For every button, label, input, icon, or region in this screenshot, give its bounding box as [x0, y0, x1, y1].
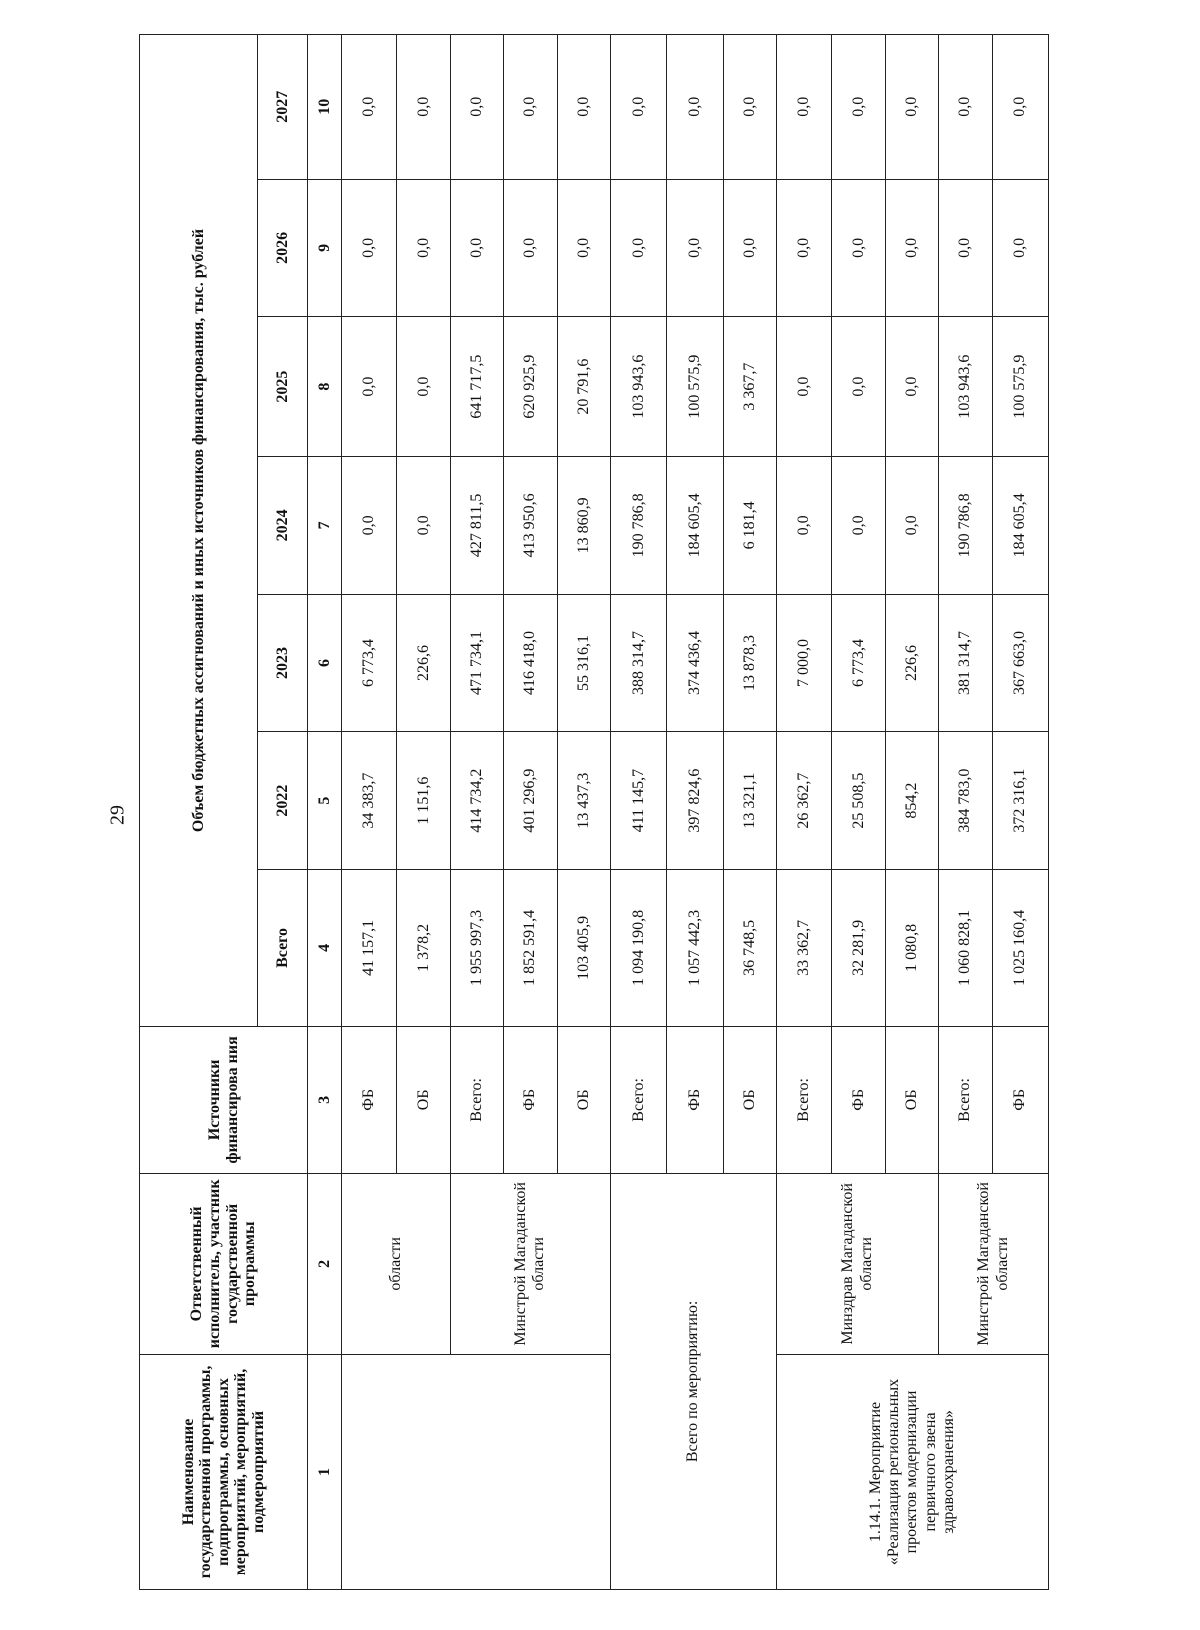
- value-cell: 1 378,2: [397, 869, 450, 1026]
- column-number: 5: [308, 732, 342, 870]
- table-row: [610, 35, 666, 1590]
- column-number: 10: [308, 35, 342, 180]
- value-cell: 641 717,5: [450, 317, 503, 457]
- value-cell: 367 663,0: [992, 594, 1048, 732]
- value-cell: 3 367,7: [723, 317, 776, 457]
- header-name: Наименование государственной программы, подпрограммы, основных мероприятий, мероприятий, подмероприятий: [140, 1354, 308, 1589]
- value-cell: 6 773,4: [832, 594, 885, 732]
- page-number: 29: [106, 805, 129, 825]
- value-cell: 0,0: [939, 179, 992, 317]
- value-cell: 26 362,7: [777, 732, 832, 870]
- value-cell: 427 811,5: [450, 457, 503, 595]
- value-cell: 226,6: [885, 594, 938, 732]
- value-cell: 413 950,6: [504, 457, 557, 595]
- value-cell: 6 181,4: [723, 457, 776, 595]
- executor-cell: области: [342, 1173, 451, 1354]
- value-cell: 0,0: [342, 179, 397, 317]
- header-year: 2022: [258, 732, 308, 870]
- value-cell: 0,0: [777, 457, 832, 595]
- header-total: Всего: [258, 869, 308, 1026]
- rotated-table-frame: [139, 34, 1049, 1590]
- value-cell: 13 860,9: [557, 457, 610, 595]
- table-row: [342, 35, 397, 1590]
- value-cell: 0,0: [992, 35, 1048, 180]
- value-cell: 414 734,2: [450, 732, 503, 870]
- source-cell: Всего:: [777, 1026, 832, 1173]
- value-cell: 0,0: [450, 179, 503, 317]
- value-cell: 1 151,6: [397, 732, 450, 870]
- column-number: 3: [308, 1026, 342, 1173]
- value-cell: 372 316,1: [992, 732, 1048, 870]
- value-cell: 0,0: [450, 35, 503, 180]
- value-cell: 0,0: [777, 35, 832, 180]
- value-cell: 0,0: [777, 179, 832, 317]
- column-number: 9: [308, 179, 342, 317]
- value-cell: 0,0: [723, 35, 776, 180]
- value-cell: 388 314,7: [610, 594, 666, 732]
- value-cell: 184 605,4: [992, 457, 1048, 595]
- value-cell: 100 575,9: [667, 317, 723, 457]
- value-cell: 13 437,3: [557, 732, 610, 870]
- header-executor: Ответственный исполнитель, участник государственной программы: [140, 1173, 308, 1354]
- value-cell: 0,0: [342, 35, 397, 180]
- value-cell: 1 955 997,3: [450, 869, 503, 1026]
- value-cell: 103 943,6: [939, 317, 992, 457]
- source-cell: ОБ: [885, 1026, 938, 1173]
- value-cell: 854,2: [885, 732, 938, 870]
- value-cell: 100 575,9: [992, 317, 1048, 457]
- value-cell: 0,0: [342, 457, 397, 595]
- value-cell: 1 094 190,8: [610, 869, 666, 1026]
- value-cell: 13 878,3: [723, 594, 776, 732]
- column-number: 7: [308, 457, 342, 595]
- table-row: [777, 35, 832, 1590]
- name-cell-empty: [342, 1354, 611, 1589]
- value-cell: 7 000,0: [777, 594, 832, 732]
- value-cell: 0,0: [832, 317, 885, 457]
- value-cell: 620 925,9: [504, 317, 557, 457]
- value-cell: 20 791,6: [557, 317, 610, 457]
- value-cell: 0,0: [504, 179, 557, 317]
- value-cell: 0,0: [885, 457, 938, 595]
- value-cell: 0,0: [885, 317, 938, 457]
- value-cell: 0,0: [777, 317, 832, 457]
- column-number: 2: [308, 1173, 342, 1354]
- value-cell: 384 783,0: [939, 732, 992, 870]
- value-cell: 1 060 828,1: [939, 869, 992, 1026]
- total-by-measure-cell: Всего по мероприятию:: [610, 1173, 776, 1589]
- value-cell: 0,0: [723, 179, 776, 317]
- value-cell: 0,0: [342, 317, 397, 457]
- header-year: 2024: [258, 457, 308, 595]
- column-number: 6: [308, 594, 342, 732]
- source-cell: ОБ: [723, 1026, 776, 1173]
- value-cell: 190 786,8: [610, 457, 666, 595]
- value-cell: 0,0: [885, 179, 938, 317]
- source-cell: ОБ: [397, 1026, 450, 1173]
- value-cell: 0,0: [667, 35, 723, 180]
- value-cell: 0,0: [397, 317, 450, 457]
- value-cell: 0,0: [610, 179, 666, 317]
- value-cell: 0,0: [397, 35, 450, 180]
- value-cell: 0,0: [667, 179, 723, 317]
- value-cell: 32 281,9: [832, 869, 885, 1026]
- value-cell: 0,0: [610, 35, 666, 180]
- executor-cell: Минстрой Магаданской области: [939, 1173, 1049, 1354]
- column-number: 8: [308, 317, 342, 457]
- value-cell: 190 786,8: [939, 457, 992, 595]
- value-cell: 103 943,6: [610, 317, 666, 457]
- value-cell: 184 605,4: [667, 457, 723, 595]
- value-cell: 416 418,0: [504, 594, 557, 732]
- header-sources: Источники финансирова ния: [140, 1026, 308, 1173]
- value-cell: 1 852 591,4: [504, 869, 557, 1026]
- value-cell: 0,0: [992, 179, 1048, 317]
- value-cell: 0,0: [832, 179, 885, 317]
- value-cell: 34 383,7: [342, 732, 397, 870]
- value-cell: 13 321,1: [723, 732, 776, 870]
- value-cell: 374 436,4: [667, 594, 723, 732]
- value-cell: 0,0: [939, 35, 992, 180]
- column-number: 4: [308, 869, 342, 1026]
- value-cell: 411 145,7: [610, 732, 666, 870]
- value-cell: 25 508,5: [832, 732, 885, 870]
- value-cell: 41 157,1: [342, 869, 397, 1026]
- value-cell: 0,0: [557, 35, 610, 180]
- value-cell: 0,0: [832, 457, 885, 595]
- value-cell: 0,0: [504, 35, 557, 180]
- measure-name-cell: 1.14.1. Мероприятие «Реализация региональных проектов модернизации первичного звена здравоохранения»: [777, 1354, 1049, 1589]
- value-cell: 401 296,9: [504, 732, 557, 870]
- value-cell: 381 314,7: [939, 594, 992, 732]
- source-cell: ФБ: [667, 1026, 723, 1173]
- value-cell: 6 773,4: [342, 594, 397, 732]
- header-year: 2027: [258, 35, 308, 180]
- value-cell: 0,0: [557, 179, 610, 317]
- column-number: 1: [308, 1354, 342, 1589]
- value-cell: 0,0: [397, 457, 450, 595]
- source-cell: Всего:: [450, 1026, 503, 1173]
- source-cell: ОБ: [557, 1026, 610, 1173]
- source-cell: ФБ: [342, 1026, 397, 1173]
- header-year: 2026: [258, 179, 308, 317]
- source-cell: Всего:: [939, 1026, 992, 1173]
- value-cell: 0,0: [885, 35, 938, 180]
- executor-cell: Минздрав Магаданской области: [777, 1173, 939, 1354]
- value-cell: 1 080,8: [885, 869, 938, 1026]
- header-financing-group: Объем бюджетных ассигнований и иных источников финансирования, тыс. рублей: [140, 35, 258, 1027]
- source-cell: ФБ: [992, 1026, 1048, 1173]
- value-cell: 33 362,7: [777, 869, 832, 1026]
- value-cell: 1 057 442,3: [667, 869, 723, 1026]
- header-row-top: [140, 35, 258, 1590]
- financing-table: [139, 34, 1049, 1590]
- source-cell: ФБ: [832, 1026, 885, 1173]
- header-year: 2023: [258, 594, 308, 732]
- header-year: 2025: [258, 317, 308, 457]
- value-cell: 1 025 160,4: [992, 869, 1048, 1026]
- column-number-row: [308, 35, 342, 1590]
- value-cell: 55 316,1: [557, 594, 610, 732]
- source-cell: Всего:: [610, 1026, 666, 1173]
- value-cell: 226,6: [397, 594, 450, 732]
- value-cell: 397 824,6: [667, 732, 723, 870]
- value-cell: 36 748,5: [723, 869, 776, 1026]
- executor-cell: Минстрой Магаданской области: [450, 1173, 610, 1354]
- source-cell: ФБ: [504, 1026, 557, 1173]
- value-cell: 103 405,9: [557, 869, 610, 1026]
- value-cell: 471 734,1: [450, 594, 503, 732]
- value-cell: 0,0: [397, 179, 450, 317]
- value-cell: 0,0: [832, 35, 885, 180]
